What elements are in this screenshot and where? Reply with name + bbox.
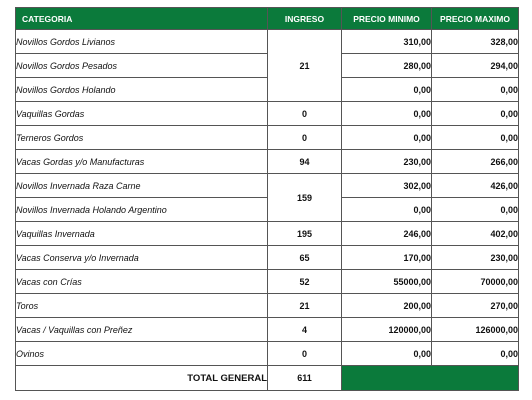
row-precio-minimo: 120000,00 [342, 318, 432, 342]
row-precio-maximo: 266,00 [432, 150, 519, 174]
row-ingreso: 65 [268, 246, 342, 270]
row-precio-maximo: 0,00 [432, 102, 519, 126]
row-categoria: Novillos Gordos Holando [16, 78, 268, 102]
row-precio-minimo: 200,00 [342, 294, 432, 318]
total-general-label: TOTAL GENERAL [16, 366, 268, 391]
header-ingreso: INGRESO [268, 8, 342, 30]
row-ingreso: 159 [268, 174, 342, 222]
row-precio-maximo: 0,00 [432, 126, 519, 150]
row-precio-maximo: 402,00 [432, 222, 519, 246]
row-precio-minimo: 280,00 [342, 54, 432, 78]
livestock-price-table [15, 7, 519, 391]
row-precio-maximo: 0,00 [432, 342, 519, 366]
header-row [16, 8, 519, 30]
row-precio-minimo: 246,00 [342, 222, 432, 246]
header-precio-minimo: PRECIO MINIMO [342, 8, 432, 30]
table-row [16, 150, 519, 174]
row-precio-maximo: 294,00 [432, 54, 519, 78]
row-categoria: Novillos Invernada Raza Carne [16, 174, 268, 198]
row-precio-minimo: 0,00 [342, 342, 432, 366]
table-container [15, 7, 519, 391]
row-categoria: Vacas Conserva y/o Invernada [16, 246, 268, 270]
row-precio-minimo: 0,00 [342, 126, 432, 150]
row-ingreso: 94 [268, 150, 342, 174]
row-precio-minimo: 0,00 [342, 102, 432, 126]
row-precio-minimo: 170,00 [342, 246, 432, 270]
row-ingreso: 4 [268, 318, 342, 342]
row-categoria: Ovinos [16, 342, 268, 366]
header-precio-maximo: PRECIO MAXIMO [432, 8, 519, 30]
row-precio-minimo: 0,00 [342, 198, 432, 222]
row-categoria: Toros [16, 294, 268, 318]
row-precio-minimo: 230,00 [342, 150, 432, 174]
row-ingreso: 21 [268, 294, 342, 318]
table-row [16, 126, 519, 150]
table-row [16, 30, 519, 54]
row-precio-maximo: 0,00 [432, 198, 519, 222]
row-categoria: Novillos Gordos Livianos [16, 30, 268, 54]
row-precio-maximo: 70000,00 [432, 270, 519, 294]
total-fill-block [342, 366, 519, 391]
table-row [16, 318, 519, 342]
row-ingreso: 52 [268, 270, 342, 294]
table-row [16, 54, 519, 78]
row-precio-maximo: 426,00 [432, 174, 519, 198]
table-row [16, 78, 519, 102]
total-ingreso: 611 [268, 366, 342, 391]
table-row [16, 294, 519, 318]
total-row [16, 366, 519, 391]
table-row [16, 222, 519, 246]
row-categoria: Vaquillas Invernada [16, 222, 268, 246]
table-row [16, 198, 519, 222]
row-precio-minimo: 310,00 [342, 30, 432, 54]
row-ingreso: 0 [268, 126, 342, 150]
row-precio-maximo: 126000,00 [432, 318, 519, 342]
row-ingreso: 195 [268, 222, 342, 246]
row-precio-minimo: 55000,00 [342, 270, 432, 294]
row-categoria: Novillos Gordos Pesados [16, 54, 268, 78]
row-ingreso: 0 [268, 342, 342, 366]
table-row [16, 174, 519, 198]
row-categoria: Vacas con Crías [16, 270, 268, 294]
row-ingreso: 21 [268, 30, 342, 102]
row-categoria: Terneros Gordos [16, 126, 268, 150]
header-categoria: CATEGORIA [16, 8, 268, 30]
row-precio-minimo: 0,00 [342, 78, 432, 102]
table-row [16, 246, 519, 270]
row-categoria: Vaquillas Gordas [16, 102, 268, 126]
row-precio-maximo: 0,00 [432, 78, 519, 102]
table-row [16, 270, 519, 294]
table-row [16, 102, 519, 126]
row-precio-maximo: 270,00 [432, 294, 519, 318]
row-ingreso: 0 [268, 102, 342, 126]
row-categoria: Vacas / Vaquillas con Preñez [16, 318, 268, 342]
row-precio-minimo: 302,00 [342, 174, 432, 198]
row-precio-maximo: 328,00 [432, 30, 519, 54]
table-row [16, 342, 519, 366]
row-categoria: Vacas Gordas y/o Manufacturas [16, 150, 268, 174]
row-categoria: Novillos Invernada Holando Argentino [16, 198, 268, 222]
row-precio-maximo: 230,00 [432, 246, 519, 270]
